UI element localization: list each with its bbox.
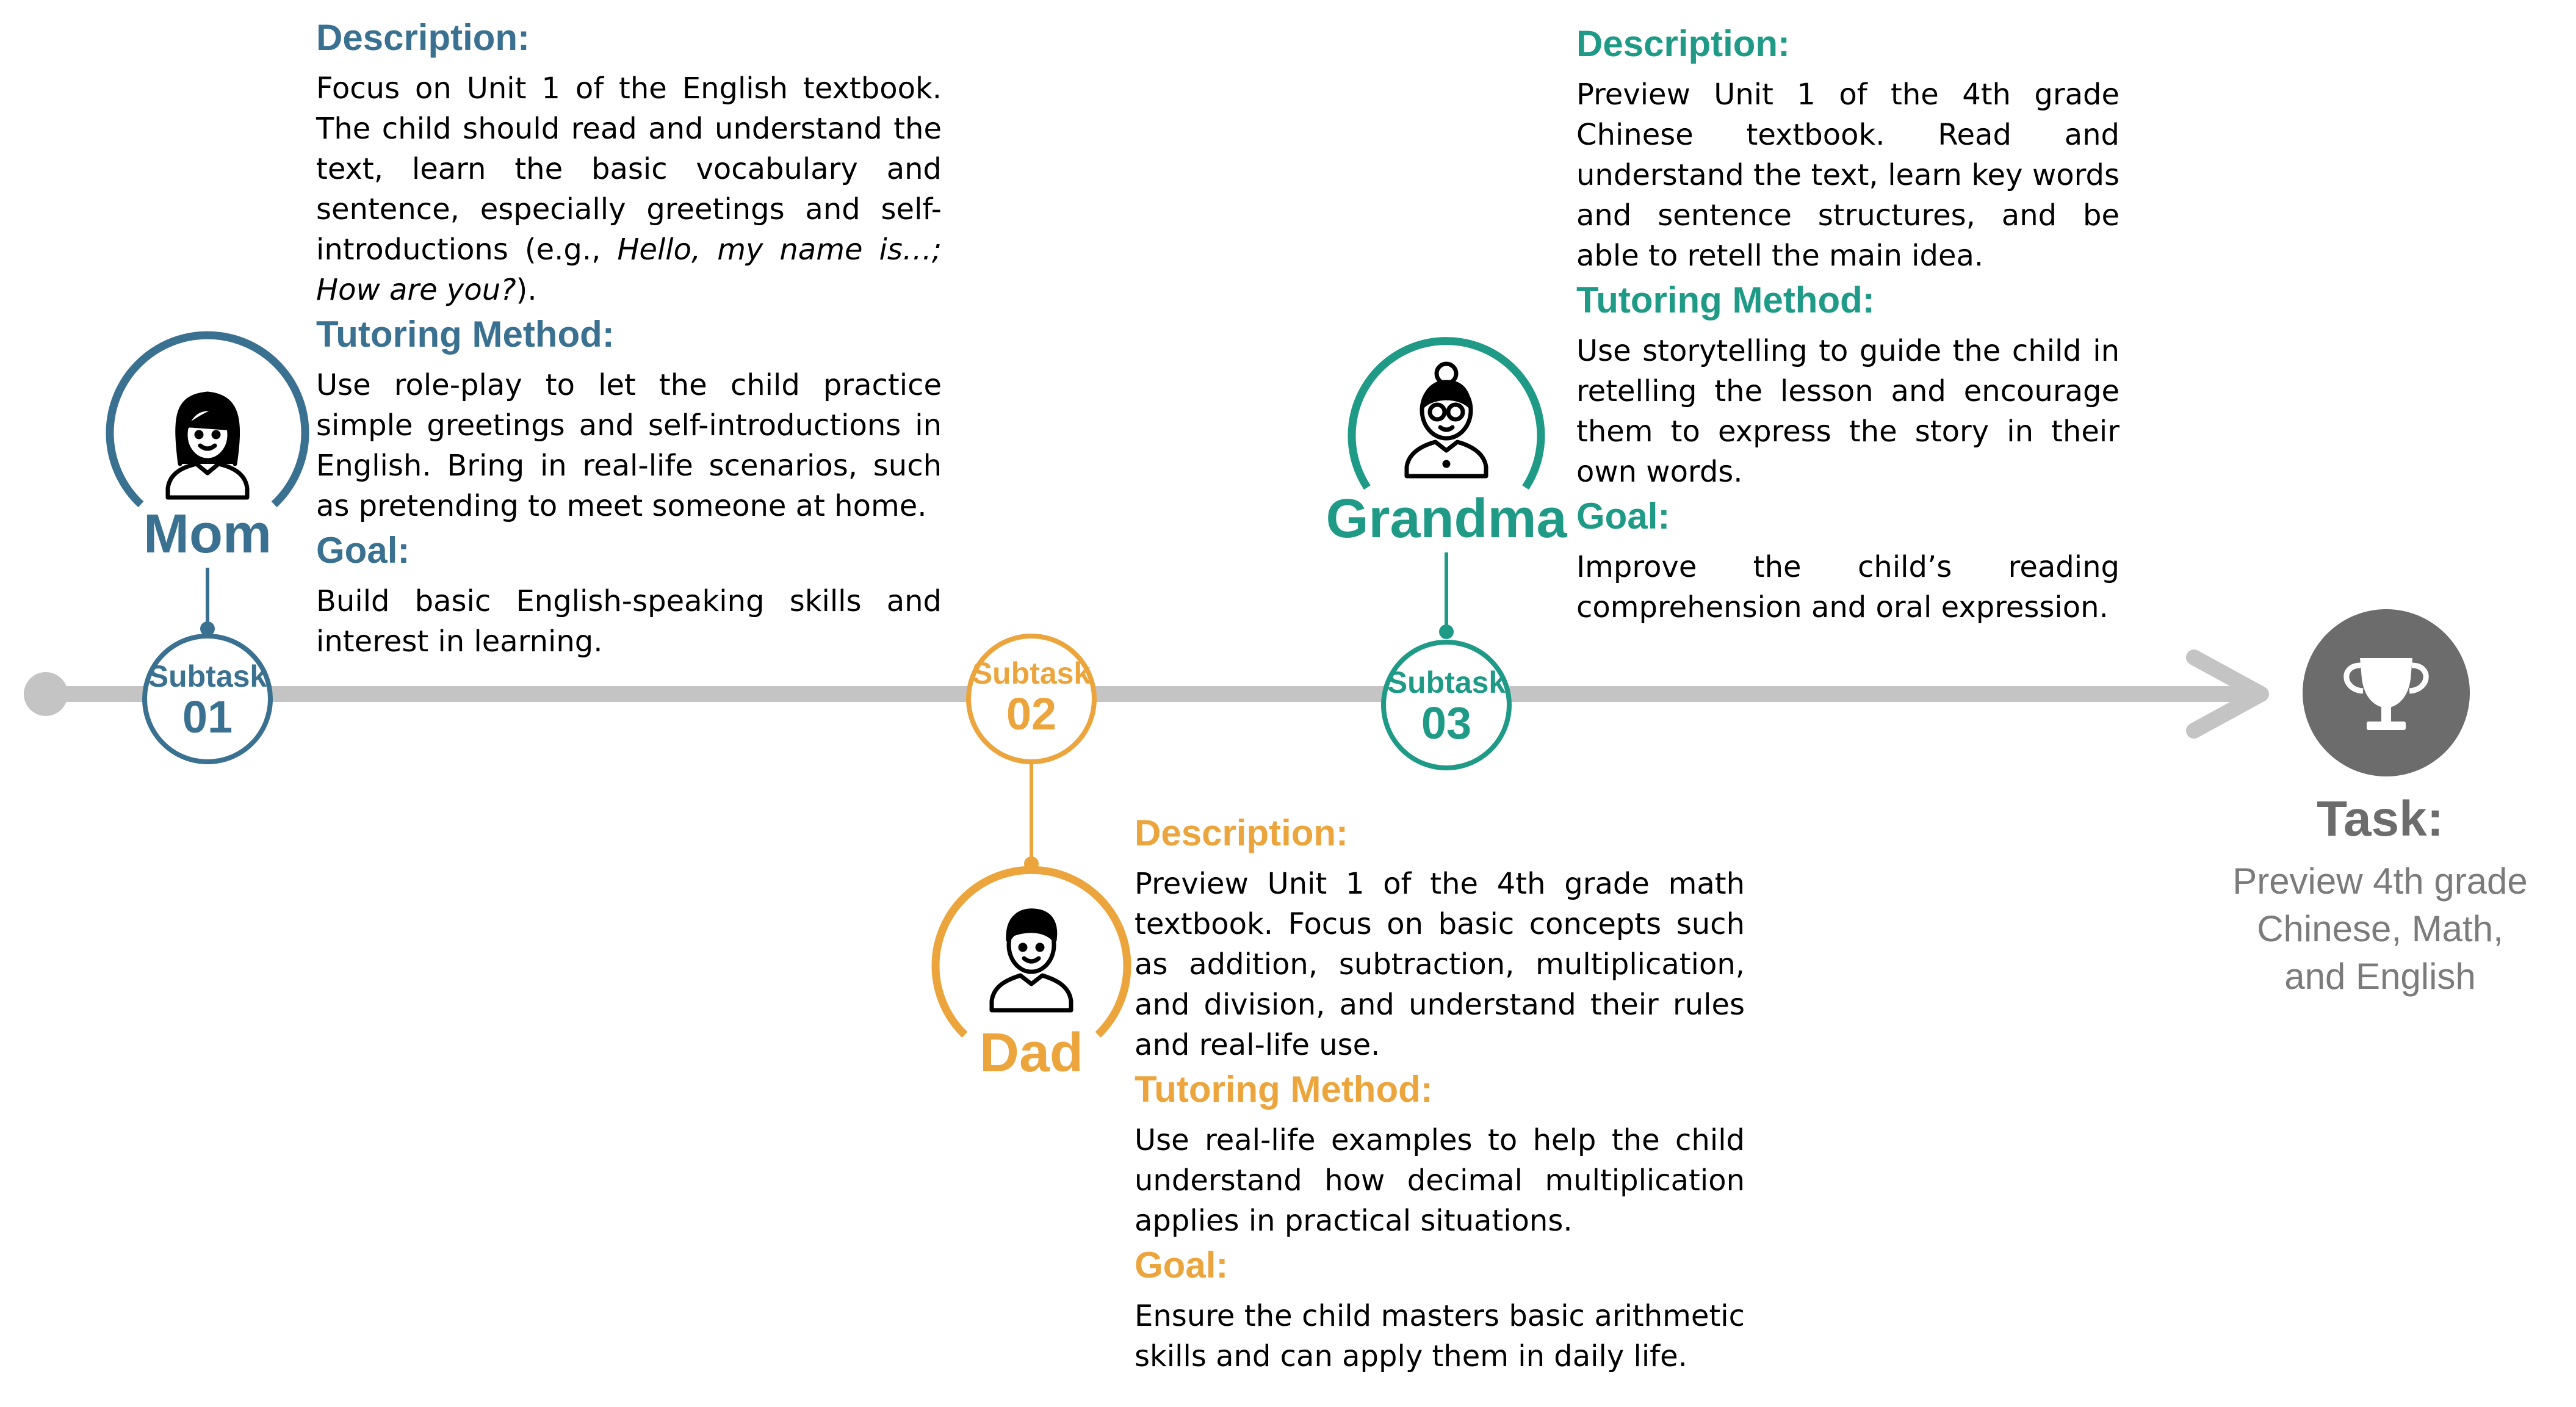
subtask-03-description-heading: Description: — [1576, 23, 1791, 64]
subtask-02-node[interactable] — [969, 636, 1094, 762]
subtask-02-description: Preview Unit 1 of the 4th grade math textbook. Focus on basic concepts such as addition, subtraction, multiplication, and division, and understand their rules and real-life use. — [1135, 867, 1745, 1062]
subtask-03-details — [1576, 24, 2120, 628]
grandma-name: Grandma — [1326, 488, 1567, 549]
subtask-03-node[interactable] — [1384, 642, 1509, 768]
subtask-02-details — [1135, 814, 1745, 1376]
task-line-1: Preview 4th grade — [2232, 861, 2528, 902]
subtask-03-description: Preview Unit 1 of the 4th grade Chinese textbook. Read and understand the text, learn key words and sentence structures, and be able to retell the main idea. — [1576, 78, 2120, 273]
subtask-02-method: Use real-life examples to help the child understand how decimal multiplication applies in practical situations. — [1135, 1123, 1745, 1238]
subtask-01-details — [316, 18, 942, 662]
subtask-03-number: 03 — [1421, 698, 1472, 748]
mom-name: Mom — [143, 504, 272, 565]
subtask-01-number: 01 — [182, 692, 233, 742]
task-line-2: Chinese, Math, — [2257, 908, 2503, 949]
subtask-01-method-heading: Tutoring Method: — [316, 314, 615, 355]
subtask-01-goal: Build basic English-speaking skills and interest in learning. — [316, 584, 942, 659]
task-node[interactable] — [2303, 609, 2470, 776]
subtask-02-word: Subtask — [972, 656, 1091, 690]
subtask-02-method-heading: Tutoring Method: — [1135, 1069, 1433, 1110]
subtask-02-description-heading: Description: — [1135, 812, 1349, 853]
task-line-3: and English — [2284, 956, 2476, 997]
task-title: Task: — [2316, 791, 2444, 847]
subtask-01-description: Focus on Unit 1 of the English textbook. The child should read and understand the text, learn the basic vocabulary and sentence, especially greetings and self-introductions (e.g., Hello, my name is…; How are you?). — [316, 71, 942, 307]
subtask-02-goal: Ensure the child masters basic arithmetic skills and can apply them in daily life. — [1135, 1299, 1745, 1373]
subtask-03-goal-heading: Goal: — [1576, 496, 1670, 537]
subtask-01-node[interactable] — [145, 636, 270, 762]
mom-avatar — [110, 335, 305, 504]
subtask-01-word: Subtask — [148, 659, 267, 693]
subtask-02-number: 02 — [1006, 689, 1057, 739]
timeline-start-dot — [24, 672, 68, 716]
subtask-01-method: Use role-play to let the child practice simple greetings and self-introductions in English. Bring in real-life scenarios, such as pretending to meet someone at home. — [316, 368, 942, 523]
subtask-03-method: Use storytelling to guide the child in retelling the lesson and encourage them to express the story in their own words. — [1576, 334, 2120, 489]
grandma-avatar — [1352, 341, 1541, 488]
subtask-03-method-heading: Tutoring Method: — [1576, 280, 1875, 320]
grandma-connector-dot — [1439, 624, 1454, 639]
task-description — [2179, 858, 2576, 1000]
subtask-03-word: Subtask — [1387, 665, 1506, 700]
grandmother-avatar-icon — [1407, 364, 1486, 476]
dad-name: Dad — [979, 1022, 1084, 1083]
man-avatar-icon — [992, 911, 1071, 1010]
subtask-02-goal-heading: Goal: — [1135, 1245, 1228, 1286]
subtask-03-goal: Improve the child’s reading comprehension and oral expression. — [1576, 550, 2120, 624]
subtask-01-description-heading: Description: — [316, 17, 530, 58]
dad-avatar — [936, 870, 1127, 1035]
woman-avatar-icon — [168, 394, 247, 497]
subtask-01-goal-heading: Goal: — [316, 530, 410, 571]
